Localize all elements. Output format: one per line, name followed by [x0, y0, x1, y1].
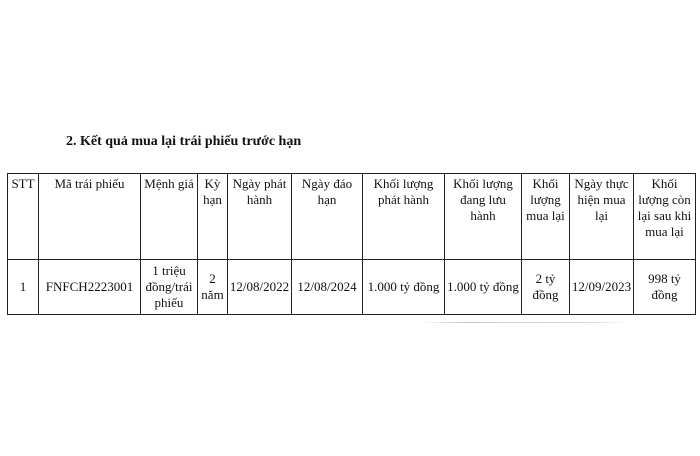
table-header-row [8, 174, 696, 260]
section-heading: 2. Kết quả mua lại trái phiếu trước hạn [66, 134, 302, 149]
cell-maturity-date: 12/08/2024 [292, 260, 363, 315]
header-issue-date: Ngày phát hành [228, 174, 292, 260]
header-term: Kỳ hạn [198, 174, 228, 260]
header-issue-volume: Khối lượng phát hành [363, 174, 445, 260]
scan-artifact-line [420, 322, 630, 323]
cell-par-value: 1 triệu đồng/trái phiếu [141, 260, 198, 315]
header-bond-code: Mã trái phiếu [39, 174, 141, 260]
cell-remaining-volume: 998 tỷ đồng [634, 260, 696, 315]
cell-issue-volume: 1.000 tỷ đồng [363, 260, 445, 315]
cell-bond-code: FNFCH2223001 [39, 260, 141, 315]
bond-buyback-table [7, 173, 696, 315]
header-stt: STT [8, 174, 39, 260]
header-buyback-volume: Khối lượng mua lại [522, 174, 570, 260]
table-row [8, 260, 696, 315]
cell-buyback-volume: 2 tỷ đồng [522, 260, 570, 315]
cell-stt: 1 [8, 260, 39, 315]
header-buyback-date: Ngày thực hiện mua lại [570, 174, 634, 260]
header-maturity-date: Ngày đáo hạn [292, 174, 363, 260]
header-par-value: Mệnh giá [141, 174, 198, 260]
cell-buyback-date: 12/09/2023 [570, 260, 634, 315]
header-remaining-volume: Khối lượng còn lại sau khi mua lại [634, 174, 696, 260]
header-outstanding-volume: Khối lượng đang lưu hành [445, 174, 522, 260]
cell-issue-date: 12/08/2022 [228, 260, 292, 315]
cell-outstanding-volume: 1.000 tỷ đồng [445, 260, 522, 315]
cell-term: 2 năm [198, 260, 228, 315]
